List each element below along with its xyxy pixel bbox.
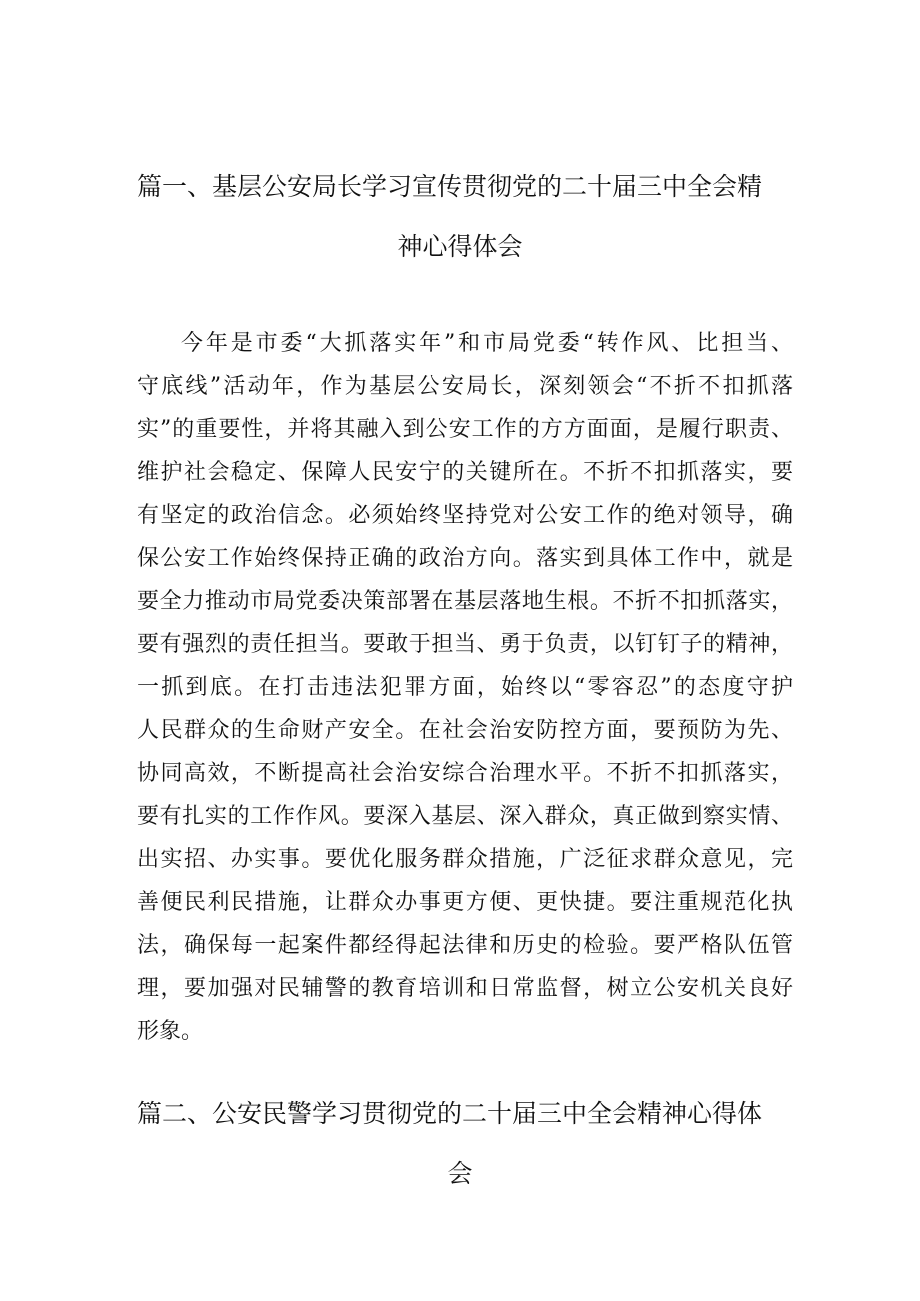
paragraph-line: 保公安工作始终保持正确的政治方向。落实到具体工作中，就是 [137,546,793,571]
paragraph-line: 实”的重要性，并将其融入到公安工作的方方面面，是履行职责、 [137,417,793,442]
paragraph-line: 维护社会稳定、保障人民安宁的关键所在。不折不扣抓落实，要 [137,460,793,485]
section-1-title-line-2: 神心得体会 [397,232,523,261]
paragraph-line: 守底线”活动年，作为基层公安局长，深刻领会“不折不扣抓落 [137,374,793,399]
paragraph-line: 法，确保每一起案件都经得起法律和历史的检验。要严格队伍管 [137,933,793,958]
paragraph-line: 要有强烈的责任担当。要敢于担当、勇于负责，以钉钉子的精神， [137,632,793,657]
paragraph-line: 善便民利民措施，让群众办事更方便、更快捷。要注重规范化执 [137,890,793,915]
paragraph-line: 要有扎实的工作作风。要深入基层、深入群众，真正做到察实情、 [137,804,793,829]
paragraph-line: 一抓到底。在打击违法犯罪方面，始终以“零容忍”的态度守护 [137,675,793,700]
paragraph-line: 人民群众的生命财产安全。在社会治安防控方面，要预防为先、 [137,718,793,743]
paragraph-line: 理，要加强对民辅警的教育培训和日常监督，树立公安机关良好 [137,976,793,1001]
section-1-title-line-1: 篇一、基层公安局长学习宣传贯彻党的二十届三中全会精 [137,172,763,201]
section-2-title-line-2: 会 [447,1159,473,1188]
paragraph-line: 出实招、办实事。要优化服务群众措施，广泛征求群众意见，完 [137,847,793,872]
section-2-title-line-1: 篇二、公安民警学习贯彻党的二十届三中全会精神心得体 [137,1099,763,1128]
paragraph-line: 形象。 [137,1019,204,1044]
paragraph-line: 今年是市委“大抓落实年”和市局党委“转作风、比担当、 [181,331,793,356]
paragraph-line: 协同高效，不断提高社会治安综合治理水平。不折不扣抓落实， [137,761,793,786]
paragraph-line: 有坚定的政治信念。必须始终坚持党对公安工作的绝对领导，确 [137,503,793,528]
paragraph-line: 要全力推动市局党委决策部署在基层落地生根。不折不扣抓落实， [137,589,793,614]
